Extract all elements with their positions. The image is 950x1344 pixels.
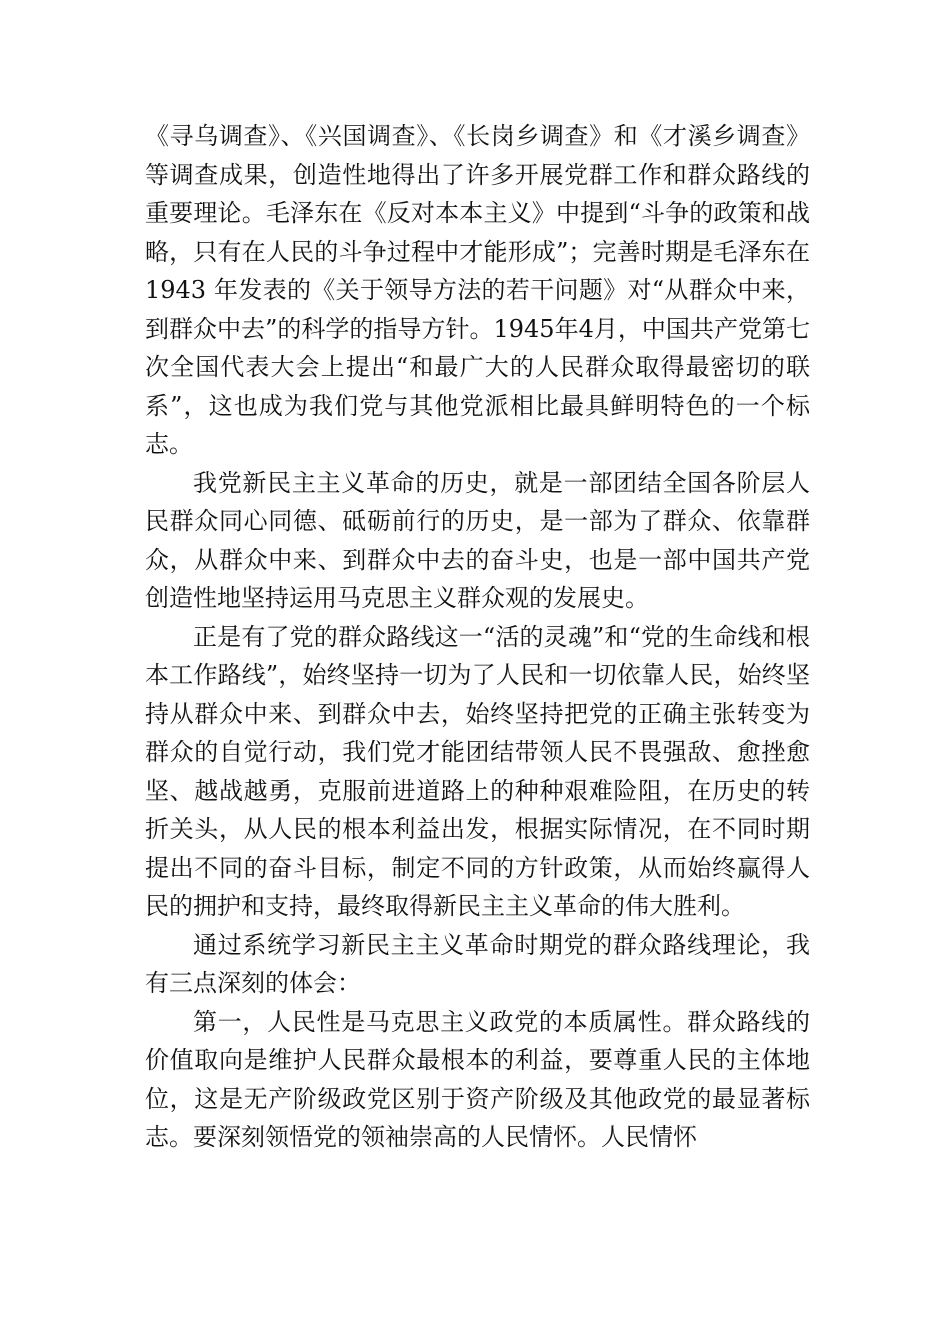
paragraph-3: 正是有了党的群众路线这一“活的灵魂”和“党的生命线和根本工作路线”，始终坚持一切为了人民和一切依靠人民，始终坚持从群众中来、到群众中去，始终坚持把党的正确主张转变为群众的自觉行动，我们党才能团结带领人民不畏强敌、愈挫愈坚、越战越勇，克服前进道路上的种种艰难险阻，在历史的转折关头，从人民的根本利益出发，根据实际情况，在不同时期提出不同的奋斗目标，制定不同的方针政策，从而始终赢得人民的拥护和支持，最终取得新民主主义革命的伟大胜利。 xyxy=(145,622,810,920)
paragraph-2: 我党新民主主义革命的历史，就是一部团结全国各阶层人民群众同心同德、砥砺前行的历史，是一部为了群众、依靠群众，从群众中来、到群众中去的奋斗史，也是一部中国共产党创造性地坚持运用马克思主义群众观的发展史。 xyxy=(145,468,810,612)
paragraph-4: 通过系统学习新民主主义革命时期党的群众路线理论，我有三点深刻的体会： xyxy=(145,930,810,997)
paragraph-1: 《寻乌调查》、《兴国调查》、《长岗乡调查》和《才溪乡调查》等调查成果，创造性地得出了许多开展党群工作和群众路线的重要理论。毛泽东在《反对本本主义》中提到“斗争的政策和战略，只有在人民的斗争过程中才能形成”；完善时期是毛泽东在1943 年发表的《关于领导方法的若干问题》对“从群众中来，到群众中去”的科学的指导方针。1945年4月，中国共产党第七次全国代表大会上提出“和最广大的人民群众取得最密切的联系”，这也成为我们党与其他党派相比最具鲜明特色的一个标志。 xyxy=(145,122,810,458)
document-body xyxy=(145,117,810,1157)
paragraph-5: 第一，人民性是马克思主义政党的本质属性。群众路线的价值取向是维护人民群众最根本的利益，要尊重人民的主体地位，这是无产阶级政党区别于资产阶级及其他政党的最显著标志。要深刻领悟党的领袖崇高的人民情怀。人民情怀 xyxy=(145,1007,810,1151)
